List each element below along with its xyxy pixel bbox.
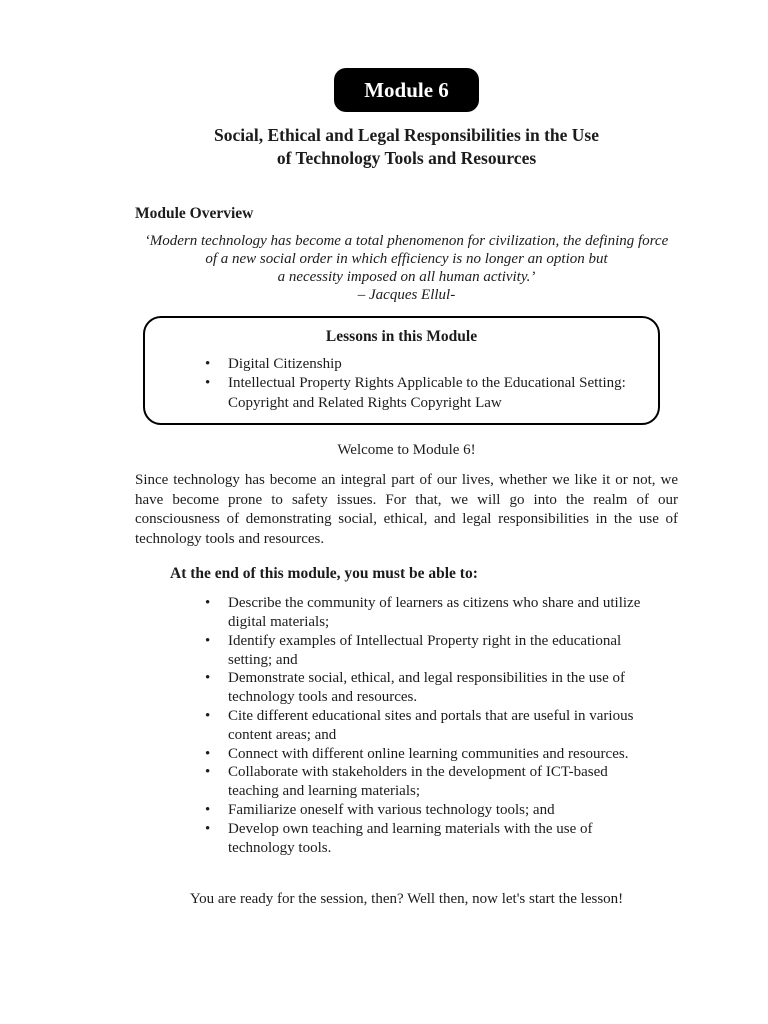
overview-heading: Module Overview	[135, 205, 254, 222]
lessons-list	[205, 355, 642, 413]
lessons-heading: Lessons in this Module	[325, 328, 478, 345]
bullet-icon: •	[205, 801, 211, 818]
quote-line-3: a necessity imposed on all human activity.’	[277, 269, 536, 285]
module-title-line-2: of Technology Tools and Resources	[276, 148, 537, 168]
bullet-icon: •	[205, 632, 211, 649]
objective-item	[205, 820, 657, 858]
objective-item-label: Identify examples of Intellectual Property right in the educational setting; and	[228, 632, 622, 668]
bullet-icon: •	[205, 764, 211, 781]
objective-item-label: Connect with different online learning communities and resources.	[228, 745, 629, 762]
objectives-list	[205, 594, 657, 857]
objective-item-label: Collaborate with stakeholders in the development of ICT-based teaching and learning materials;	[228, 764, 608, 800]
welcome-text: Welcome to Module 6!	[337, 442, 476, 459]
module-title	[135, 124, 678, 170]
quote-block	[135, 232, 678, 304]
quote-line-2: of a new social order in which efficiency is no longer an option but	[205, 251, 608, 267]
objective-item	[205, 669, 657, 707]
module-badge-label: Module 6	[364, 78, 449, 102]
module-badge	[334, 68, 479, 112]
objective-item-label: Describe the community of learners as citizens who share and utilize digital materials;	[228, 595, 641, 631]
objective-item	[205, 763, 657, 801]
bullet-icon: •	[205, 356, 211, 372]
module-title-line-1: Social, Ethical and Legal Responsibilities in the Use	[213, 125, 600, 145]
intro-paragraph: Since technology has become an integral part of our lives, whether we like it or not, we have become prone to safety issues. For that, we will go into the realm of our consciousness of demonstrating social, ethical, and legal responsibilities in the use of technology tools and resources.	[135, 472, 678, 547]
objective-item-label: Familiarize oneself with various technology tools; and	[228, 801, 555, 818]
objective-item-label: Develop own teaching and learning materials with the use of technology tools.	[228, 820, 593, 856]
objective-item	[205, 594, 657, 632]
objective-item	[205, 745, 657, 764]
bullet-icon: •	[205, 595, 211, 612]
lesson-item-label: Digital Citizenship	[228, 356, 342, 372]
lesson-item	[205, 355, 642, 374]
lesson-item-label: Intellectual Property Rights Applicable to the Educational Setting: Copyright and Related Rights Copyright Law	[228, 375, 626, 411]
bullet-icon: •	[205, 670, 211, 687]
bullet-icon: •	[205, 375, 211, 392]
objective-item-label: Demonstrate social, ethical, and legal responsibilities in the use of technology tools and resources.	[228, 670, 625, 706]
quote-attribution: – Jacques Ellul-	[357, 287, 456, 303]
lesson-item	[205, 374, 642, 413]
objective-item	[205, 632, 657, 670]
objective-item	[205, 707, 657, 745]
lessons-box	[143, 316, 660, 425]
bullet-icon: •	[205, 708, 211, 724]
objectives-heading: At the end of this module, you must be able to:	[170, 565, 478, 583]
bullet-icon: •	[205, 745, 211, 762]
quote-line-1: ‘Modern technology has become a total phenomenon for civilization, the defining force	[144, 233, 669, 249]
closing-text: You are ready for the session, then? Well then, now let's start the lesson!	[189, 891, 624, 908]
bullet-icon: •	[205, 820, 211, 837]
objective-item	[205, 801, 657, 820]
objective-item-label: Cite different educational sites and portals that are useful in various content areas; and	[228, 708, 634, 743]
